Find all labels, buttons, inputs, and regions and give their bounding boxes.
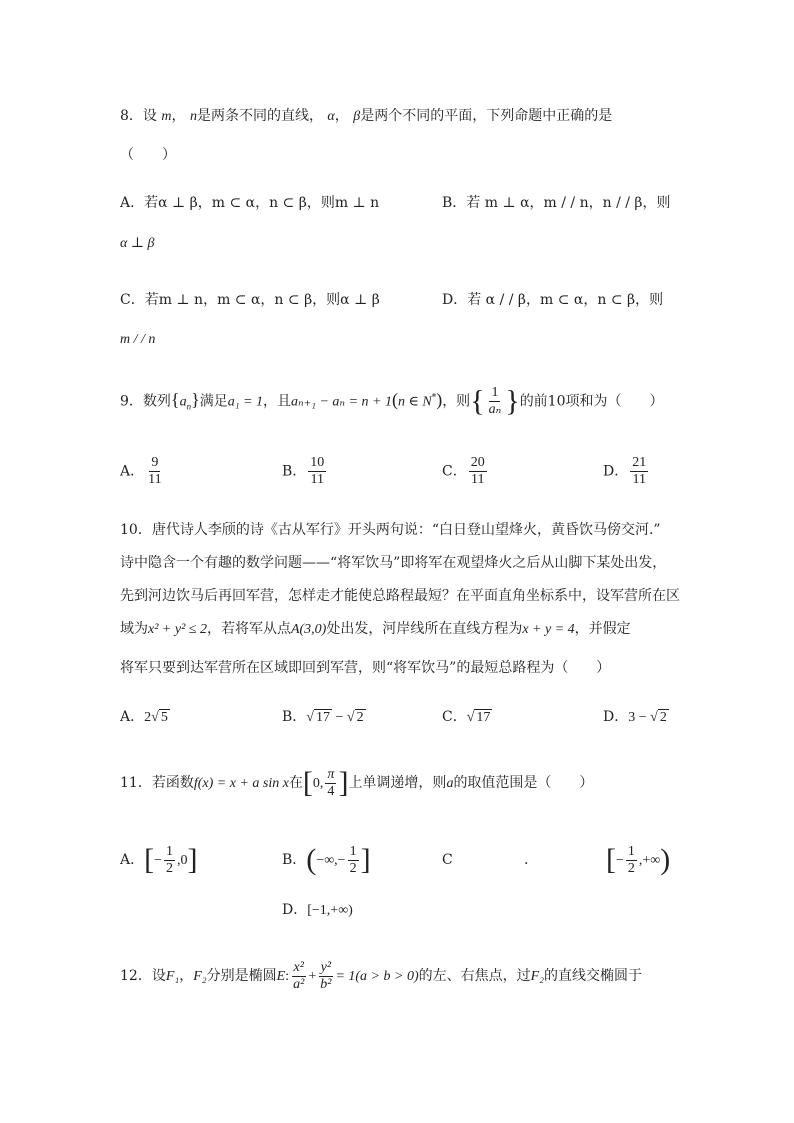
q9-option-a-den: 11 <box>148 472 162 487</box>
q9-stem <box>120 383 664 421</box>
q12-text: 设 <box>151 968 166 984</box>
q10-option-d: D．3 − √ 2 <box>603 709 667 725</box>
q8-stem-line1 <box>120 106 612 127</box>
q12-f2: F₂ <box>193 969 207 984</box>
q12-f1: F₁ <box>165 969 180 984</box>
q10-option-a-label: A． <box>120 709 145 725</box>
q9-paren-close: ) <box>436 389 443 410</box>
q12-comma: ， <box>179 968 194 984</box>
q10-line-eq: x + y = 4 <box>522 622 575 637</box>
q8-option-b-cont: α ⊥ β <box>120 236 155 251</box>
q9-cond2: aₙ₊₁ − aₙ = n + 1 <box>291 394 392 410</box>
q12-y2: y² <box>320 959 332 975</box>
q8-option-d: D．若 α / / β，m ⊂ α，n ⊂ β，则 <box>442 292 664 308</box>
q8-paren: （ ） <box>120 147 176 163</box>
q9-star: * <box>431 393 437 403</box>
q12-f2-again: F₂ <box>530 969 545 984</box>
q8-var-m: m <box>161 109 172 124</box>
q11-interval-left: 0, <box>312 776 324 791</box>
q10-line4 <box>120 619 631 640</box>
q10-option-a-rad: 5 <box>160 710 168 725</box>
q11-text: 上单调递增，则 <box>348 775 447 791</box>
q8-comma: ， <box>171 108 186 124</box>
q10-option-c-rad: 17 <box>476 710 491 725</box>
q10-region: x² + y² ≤ 2 <box>148 622 207 637</box>
q8-var-beta: β <box>353 109 361 124</box>
q11-option-b-label: B． <box>282 852 307 868</box>
q10-option-c-label: C． <box>442 709 467 725</box>
q9-option-d-den: 11 <box>632 472 646 487</box>
q9-option-a <box>120 455 166 488</box>
q9-brace-close: } <box>191 389 200 410</box>
q9-text: 数列 <box>142 393 171 410</box>
q9-option-b-label: B． <box>282 463 307 480</box>
q9-option-b-den: 11 <box>310 472 325 487</box>
q12-text: 的左、右焦点，过 <box>418 968 531 984</box>
q8-text: 设 <box>142 108 157 124</box>
q11-option-b-head: −∞,− <box>316 853 346 868</box>
q11-option-a-den: 2 <box>166 860 174 876</box>
q12-a2: a² <box>293 976 305 992</box>
q11-var-a: a <box>446 776 454 791</box>
q10-text: ，若将军从点 <box>206 621 291 637</box>
q11-option-c-den: 2 <box>627 860 635 876</box>
q8-option-b: B．若 m ⊥ α，m / / n，n / / β，则 <box>442 195 671 211</box>
q12-stem <box>120 958 642 995</box>
q11-option-b-den: 2 <box>349 860 357 876</box>
q10-option-a-coef: 2 <box>144 710 152 725</box>
q10-line2: 诗中隐含一个有趣的数学问题——“将军饮马”即将军在观望烽火之后从山脚下某处出发， <box>120 555 667 571</box>
q9-option-d-num: 21 <box>632 455 647 470</box>
q10-option-b-rad2: 2 <box>356 710 364 725</box>
q10-text: ，并假定 <box>574 621 631 637</box>
q10-text: 域为 <box>120 621 148 637</box>
q10-option-d-rad: 2 <box>659 710 667 725</box>
q10-option-d-pre: 3 − <box>628 710 651 725</box>
q9-big-brace-close: } <box>505 384 520 418</box>
q12-plus: + <box>308 969 317 984</box>
q10-option-b: B．√ 17 − √ 2 <box>282 709 364 725</box>
q9-paren-open: ( <box>391 389 398 410</box>
q12-number: 12． <box>120 968 152 984</box>
q9-text: 的前10项和为（ ） <box>519 393 664 410</box>
q10-option-d-label: D． <box>603 709 629 725</box>
q8-number: 8． <box>120 108 143 124</box>
q11-option-b: B．(−∞,− $\frac{1}{2}$ ] <box>282 843 371 876</box>
q11-option-b-num: 1 <box>349 843 357 859</box>
q8-option-d-cont: m / / n <box>120 332 156 347</box>
q9-seq-sub: n <box>186 401 192 412</box>
q9-option-a-label: A． <box>120 463 145 480</box>
q10-option-b-minus: − <box>331 710 347 725</box>
q10-option-c: C．√ 17 <box>442 709 491 725</box>
q9-option-c <box>442 455 489 488</box>
q11-option-d <box>282 900 353 921</box>
q11-number: 11． <box>120 775 152 791</box>
q9-option-c-num: 20 <box>470 455 485 470</box>
q12-condition: = 1(a > b > 0) <box>335 969 419 984</box>
q9-number: 9． <box>120 393 143 410</box>
q12-colon: : <box>285 969 290 984</box>
q11-bracket-close: ] <box>338 766 349 799</box>
q11-option-a-minus: − <box>154 853 163 868</box>
q12-b2: b² <box>320 976 332 992</box>
q10-option-b-rad1: 17 <box>315 710 330 725</box>
q11-option-a-tail: ,0 <box>177 853 188 868</box>
q11-text: 在 <box>288 775 303 791</box>
q8-var-n: n <box>189 109 197 124</box>
q11-option-c-label: C <box>442 852 453 868</box>
q9-frac-num: 1 <box>491 385 499 401</box>
q10-text: 处出发，河岸线所在直线方程为 <box>326 621 523 637</box>
q9-option-c-label: C． <box>442 463 467 480</box>
q12-ellipse-name: E <box>276 969 286 984</box>
q11-bracket-open: [ <box>302 766 313 799</box>
q9-text: ，且 <box>263 393 292 410</box>
q9-frac-den: aₙ <box>488 402 502 418</box>
q8-comma: ， <box>334 108 349 124</box>
q8-text: 是两个不同的平面，下列命题中正确的是 <box>360 108 613 124</box>
q11-option-c-num: 1 <box>627 843 635 859</box>
q9-cond3: n ∈ N <box>397 394 432 410</box>
q11-stem <box>120 765 593 802</box>
q8-var-alpha: α <box>327 109 335 124</box>
q9-option-d-label: D． <box>603 463 629 480</box>
q10-line3: 先到河边饮马后再回军营，怎样走才能使总路程最短？在平面直角坐标系中，设军营所在区 <box>120 588 680 604</box>
q11-interval-num: π <box>327 766 335 782</box>
q11-function: f(x) = x + a sin x <box>193 776 289 791</box>
q12-x2: x² <box>293 959 304 975</box>
q9-option-b <box>282 455 328 488</box>
q11-option-d-label: D． <box>282 902 308 918</box>
q10-point: A(3,0) <box>290 622 327 637</box>
q11-option-a-num: 1 <box>166 843 174 859</box>
q9-seq: a <box>179 394 187 410</box>
q9-fraction <box>487 385 504 418</box>
q11-option-c: [− $\frac{1}{2}$ ,+∞) <box>606 843 671 876</box>
q12-text: 分别是椭圆 <box>206 968 277 984</box>
q9-option-d <box>603 455 650 488</box>
q9-brace-open: { <box>170 389 180 410</box>
q9-big-brace-open: { <box>470 384 485 418</box>
q10-option-b-label: B． <box>282 709 307 725</box>
q11-option-d-value: [−1,+∞) <box>307 903 353 918</box>
q11-text: 若函数 <box>151 775 194 791</box>
q11-option-c-tail: ,+∞ <box>638 853 661 868</box>
q11-option-c-minus: − <box>616 853 624 868</box>
q11-text: 的取值范围是（ ） <box>453 775 594 791</box>
q8-option-a: A．若α ⊥ β，m ⊂ α，n ⊂ β，则m ⊥ n <box>120 195 380 211</box>
q10-option-a: A．2√ 5 <box>120 709 168 725</box>
q9-option-c-den: 11 <box>470 472 485 487</box>
q11-option-a-label: A． <box>120 852 145 868</box>
q11-option-c-dot: . <box>524 852 529 868</box>
q9-cond1: a₁ = 1 <box>227 394 264 410</box>
q11-option-a: A．[− $\frac{1}{2}$ ,0] <box>120 843 198 876</box>
q12-text: 的直线交椭圆于 <box>544 968 643 984</box>
q9-option-a-num: 9 <box>151 455 159 470</box>
q10-line5: 将军只要到达军营所在区域即回到军营，则“将军饮马”的最短总路程为（ ） <box>120 660 611 676</box>
q8-option-c: C．若m ⊥ n，m ⊂ α，n ⊂ β，则α ⊥ β <box>120 292 380 308</box>
q9-text: ，则 <box>442 393 471 410</box>
q9-option-b-num: 10 <box>310 455 325 470</box>
q8-text: 是两条不同的直线， <box>196 108 323 124</box>
q10-line1: 10．唐代诗人李颀的诗《古从军行》开头两句说：“白日登山望烽火，黄昏饮马傍交河.” <box>120 522 661 538</box>
q9-text: 满足 <box>199 393 228 410</box>
q11-interval-den: 4 <box>327 783 335 799</box>
